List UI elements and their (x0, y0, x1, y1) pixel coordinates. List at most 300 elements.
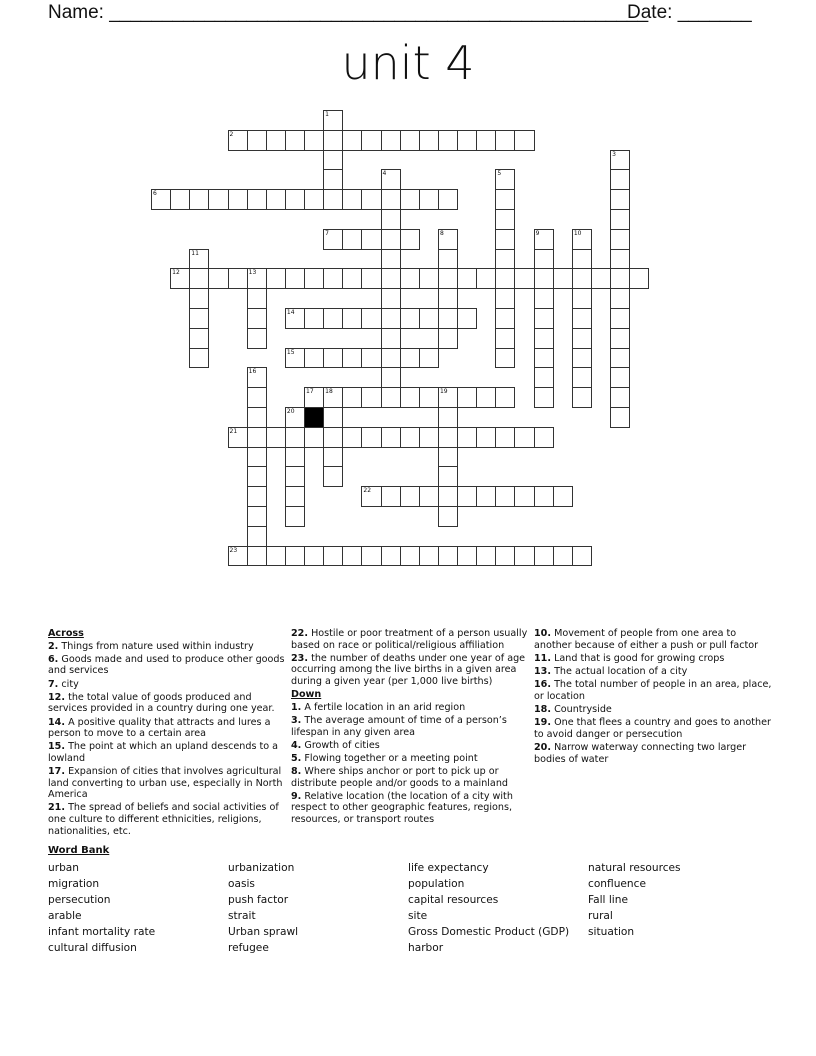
clue-text: Things from nature used within industry (61, 640, 254, 652)
grid-cell[interactable] (381, 209, 401, 230)
clue-text: Expansion of cities that involves agricultural land converting to urban use, especially in North America (48, 766, 283, 801)
grid-cell[interactable] (361, 486, 381, 507)
grid-cell[interactable] (285, 130, 305, 151)
grid-cell[interactable] (323, 427, 343, 448)
grid-cell[interactable] (285, 506, 305, 527)
clue-text: city (61, 678, 79, 690)
grid-cell[interactable] (381, 189, 401, 210)
grid-cell[interactable] (419, 486, 439, 507)
grid-cell[interactable] (495, 229, 515, 250)
grid-cell[interactable] (400, 427, 420, 448)
grid-cell[interactable] (629, 268, 649, 289)
grid-cell[interactable] (553, 486, 573, 507)
clue (291, 702, 529, 714)
clue-number: 19. (534, 717, 551, 729)
grid-cell[interactable] (266, 130, 286, 151)
grid-cell[interactable] (495, 427, 515, 448)
grid-cell[interactable] (534, 268, 554, 289)
word-bank-item: harbor (408, 942, 444, 954)
clue-number: 14. (48, 716, 65, 728)
grid-cell[interactable] (438, 407, 458, 428)
grid-cell[interactable] (476, 427, 496, 448)
grid-cell[interactable] (610, 209, 630, 230)
clue-number: 23. (291, 652, 308, 664)
grid-cell[interactable] (610, 169, 630, 190)
grid-cell[interactable] (381, 328, 401, 349)
grid-cell[interactable] (457, 486, 477, 507)
grid-cell[interactable] (342, 229, 362, 250)
grid-cell[interactable] (323, 150, 343, 171)
clue (48, 802, 286, 837)
clue-text: the total value of goods produced and services provided in a country during one year. (48, 691, 275, 715)
grid-cell[interactable] (419, 387, 439, 408)
grid-cell[interactable] (189, 308, 209, 329)
grid-cell[interactable] (304, 268, 324, 289)
clue-number: 15 (286, 348, 295, 356)
clue (534, 628, 772, 651)
clue-number: 12 (172, 269, 180, 277)
grid-cell[interactable] (381, 546, 401, 567)
grid-cell[interactable] (495, 486, 515, 507)
grid-cell[interactable] (381, 387, 401, 408)
grid-cell[interactable] (170, 268, 190, 289)
grid-cell[interactable] (514, 486, 534, 507)
grid-cell[interactable] (457, 427, 477, 448)
grid-cell[interactable] (476, 546, 496, 567)
grid-cell[interactable] (381, 486, 401, 507)
grid-cell[interactable] (534, 308, 554, 329)
grid-cell[interactable] (323, 387, 343, 408)
grid-cell[interactable] (572, 387, 592, 408)
word-bank-item: site (408, 910, 428, 922)
grid-cell[interactable] (610, 387, 630, 408)
grid-cell[interactable] (457, 387, 477, 408)
grid-cell[interactable] (553, 268, 573, 289)
grid-cell[interactable] (323, 268, 343, 289)
grid-cell[interactable] (495, 249, 515, 270)
grid-cell[interactable] (572, 229, 592, 250)
grid-cell[interactable] (323, 130, 343, 151)
grid-cell[interactable] (247, 130, 267, 151)
clue-number: 1 (325, 111, 329, 118)
clue-number: 17 (306, 388, 314, 396)
clue-text: Flowing together or a meeting point (304, 752, 478, 764)
grid-cell[interactable] (514, 546, 534, 567)
grid-cell[interactable] (323, 447, 343, 468)
grid-cell[interactable] (495, 209, 515, 230)
clue-number: 16 (248, 368, 257, 376)
clue-number: 7 (325, 229, 329, 237)
word-bank-item: arable (48, 910, 82, 922)
grid-cell[interactable] (438, 466, 458, 487)
clue-number: 13. (534, 665, 551, 677)
clue-text: Movement of people from one area to another because of either a push or pull factor (534, 628, 759, 651)
clue-number: 23 (229, 546, 238, 554)
grid-cell[interactable] (400, 308, 420, 329)
grid-cell[interactable] (438, 130, 458, 151)
grid-cell[interactable] (247, 328, 267, 349)
clue-number: 18 (325, 388, 333, 396)
grid-cell[interactable] (534, 387, 554, 408)
grid-cell[interactable] (247, 447, 267, 468)
grid-cell[interactable] (514, 130, 534, 151)
grid-cell[interactable] (572, 546, 592, 567)
word-bank-item: push factor (228, 894, 289, 906)
word-bank-column (48, 860, 155, 956)
word-bank-item: Fall line (588, 894, 628, 906)
clue (291, 653, 529, 688)
grid-cell[interactable] (247, 308, 267, 329)
grid-cell[interactable] (438, 268, 458, 289)
clue-number: 22 (363, 487, 372, 495)
clue-text: The average amount of time of a person’s lifespan in any given area (291, 714, 507, 738)
grid-cell[interactable] (534, 288, 554, 309)
grid-cell[interactable] (400, 189, 420, 210)
clue-text: Where ships anchor or port to pick up or distribute people and/or goods to a mainland (291, 766, 508, 789)
grid-cell[interactable] (361, 229, 381, 250)
grid-cell[interactable] (381, 169, 401, 190)
grid-cell[interactable] (419, 268, 439, 289)
clue (48, 741, 286, 764)
clue-text: A fertile location in an arid region (304, 701, 466, 713)
grid-cell[interactable] (572, 348, 592, 369)
date-field-label: Date: _______ (627, 2, 752, 23)
grid-cell[interactable] (400, 486, 420, 507)
grid-cell[interactable] (304, 546, 324, 567)
grid-cell[interactable] (572, 249, 592, 270)
grid-cell[interactable] (457, 268, 477, 289)
clue (291, 791, 529, 826)
grid-cell[interactable] (610, 328, 630, 349)
grid-cell[interactable] (151, 189, 171, 210)
grid-cell[interactable] (361, 387, 381, 408)
grid-cell[interactable] (247, 466, 267, 487)
clue-number: 17. (48, 766, 65, 778)
grid-cell[interactable] (457, 130, 477, 151)
grid-cell[interactable] (266, 546, 286, 567)
grid-cell[interactable] (419, 308, 439, 329)
grid-cell[interactable] (266, 189, 286, 210)
grid-cell[interactable] (381, 427, 401, 448)
grid-cell[interactable] (285, 407, 305, 428)
name-field-label: Name: ___________________________________________________ (48, 2, 649, 23)
grid-cell[interactable] (438, 229, 458, 250)
clue-number: 6. (48, 653, 59, 665)
grid-cell[interactable] (381, 229, 401, 250)
grid-cell[interactable] (342, 348, 362, 369)
grid-cell[interactable] (304, 387, 324, 408)
grid-cell[interactable] (228, 546, 248, 567)
clue (48, 654, 286, 677)
grid-cell[interactable] (304, 427, 324, 448)
grid-cell[interactable] (381, 268, 401, 289)
grid-cell[interactable] (323, 348, 343, 369)
grid-cell[interactable] (381, 288, 401, 309)
grid-cell[interactable] (342, 268, 362, 289)
grid-cell[interactable] (572, 367, 592, 388)
word-bank-item: capital resources (408, 894, 499, 906)
grid-cell[interactable] (419, 348, 439, 369)
grid-cell[interactable] (381, 130, 401, 151)
grid-cell[interactable] (438, 288, 458, 309)
grid-cell[interactable] (247, 367, 267, 388)
grid-cell[interactable] (361, 268, 381, 289)
grid-cell[interactable] (438, 249, 458, 270)
grid-cell[interactable] (189, 268, 209, 289)
grid-cell[interactable] (495, 169, 515, 190)
grid-cell[interactable] (400, 268, 420, 289)
grid-cell[interactable] (285, 466, 305, 487)
grid-cell[interactable] (361, 130, 381, 151)
grid-cell[interactable] (208, 268, 228, 289)
word-bank-item: life expectancy (408, 862, 489, 874)
grid-cell[interactable] (610, 150, 630, 171)
grid-cell[interactable] (285, 348, 305, 369)
grid-cell[interactable] (285, 447, 305, 468)
grid-cell[interactable] (419, 130, 439, 151)
grid-cell[interactable] (247, 387, 267, 408)
grid-cell[interactable] (400, 229, 420, 250)
word-bank-title: Word Bank (48, 845, 110, 856)
grid-cell[interactable] (285, 189, 305, 210)
grid-cell[interactable] (323, 229, 343, 250)
grid-cell[interactable] (610, 348, 630, 369)
grid-cell[interactable] (534, 249, 554, 270)
grid-cell[interactable] (381, 367, 401, 388)
grid-cell[interactable] (553, 546, 573, 567)
grid-cell[interactable] (438, 189, 458, 210)
grid-cell[interactable] (457, 308, 477, 329)
grid-cell[interactable] (610, 308, 630, 329)
grid-cell[interactable] (572, 268, 592, 289)
grid-cell[interactable] (285, 268, 305, 289)
clue-text: Growth of cities (304, 739, 380, 751)
grid-cell[interactable] (495, 130, 515, 151)
grid-cell[interactable] (476, 268, 496, 289)
grid-cell[interactable] (323, 546, 343, 567)
grid-cell[interactable] (342, 546, 362, 567)
grid-cell[interactable] (323, 110, 343, 131)
clue-number: 11 (191, 249, 199, 257)
grid-cell[interactable] (342, 387, 362, 408)
grid-cell[interactable] (438, 387, 458, 408)
grid-cell[interactable] (189, 328, 209, 349)
grid-cell[interactable] (323, 308, 343, 329)
grid-cell[interactable] (534, 367, 554, 388)
clue-number: 22. (291, 628, 308, 639)
grid-cell[interactable] (476, 486, 496, 507)
grid-cell[interactable] (495, 189, 515, 210)
grid-cell[interactable] (610, 288, 630, 309)
grid-cell[interactable] (342, 130, 362, 151)
grid-cell[interactable] (438, 427, 458, 448)
grid-cell[interactable] (189, 249, 209, 270)
grid-cell[interactable] (534, 427, 554, 448)
clue-number: 7. (48, 678, 59, 690)
grid-cell[interactable] (323, 466, 343, 487)
grid-cell[interactable] (323, 407, 343, 428)
black-cell (304, 407, 324, 428)
grid-cell[interactable] (381, 308, 401, 329)
grid-cell[interactable] (285, 308, 305, 329)
grid-cell[interactable] (495, 268, 515, 289)
grid-cell[interactable] (591, 268, 611, 289)
grid-cell[interactable] (266, 427, 286, 448)
word-bank-item: population (408, 878, 465, 890)
clue-number: 8. (291, 766, 302, 778)
grid-cell[interactable] (476, 130, 496, 151)
grid-cell[interactable] (247, 268, 267, 289)
word-bank-item: oasis (228, 878, 255, 890)
clue (534, 704, 772, 716)
section-heading: Across (48, 628, 84, 639)
grid-cell[interactable] (534, 229, 554, 250)
grid-cell[interactable] (208, 189, 228, 210)
grid-cell[interactable] (361, 308, 381, 329)
clue-number: 20 (286, 408, 295, 415)
grid-cell[interactable] (342, 427, 362, 448)
grid-cell[interactable] (189, 288, 209, 309)
clue-number: 11. (534, 652, 551, 664)
grid-cell[interactable] (247, 506, 267, 527)
grid-cell[interactable] (495, 288, 515, 309)
clue-number: 4 (382, 170, 387, 178)
word-bank-item: infant mortality rate (48, 926, 156, 938)
grid-cell[interactable] (247, 189, 267, 210)
clue-text: One that flees a country and goes to another to avoid danger or persecution (534, 717, 771, 740)
grid-cell[interactable] (610, 229, 630, 250)
grid-cell[interactable] (610, 268, 630, 289)
grid-cell[interactable] (361, 546, 381, 567)
word-bank-item: rural (588, 910, 613, 922)
grid-cell[interactable] (495, 387, 515, 408)
grid-cell[interactable] (247, 288, 267, 309)
grid-cell[interactable] (361, 189, 381, 210)
grid-cell[interactable] (400, 387, 420, 408)
clue (534, 679, 772, 702)
grid-cell[interactable] (400, 348, 420, 369)
grid-cell[interactable] (266, 268, 286, 289)
grid-cell[interactable] (495, 328, 515, 349)
grid-cell[interactable] (534, 348, 554, 369)
grid-cell[interactable] (610, 249, 630, 270)
grid-cell[interactable] (323, 169, 343, 190)
clue-number: 21. (48, 802, 65, 814)
grid-cell[interactable] (610, 367, 630, 388)
word-bank-item: cultural diffusion (48, 942, 137, 954)
grid-cell[interactable] (438, 328, 458, 349)
grid-cell[interactable] (285, 486, 305, 507)
grid-cell[interactable] (476, 387, 496, 408)
word-bank-item: natural resources (588, 862, 681, 874)
grid-cell[interactable] (514, 427, 534, 448)
grid-cell[interactable] (438, 546, 458, 567)
grid-cell[interactable] (534, 328, 554, 349)
clue-text: Goods made and used to produce other goods and services (48, 653, 285, 677)
grid-cell[interactable] (610, 189, 630, 210)
grid-cell[interactable] (189, 348, 209, 369)
clue-number: 16. (534, 679, 551, 691)
clue-number: 5 (497, 170, 502, 178)
grid-cell[interactable] (304, 348, 324, 369)
word-bank-item: Gross Domestic Product (GDP) (408, 926, 570, 938)
clue-number: 10 (573, 229, 582, 237)
grid-cell[interactable] (419, 189, 439, 210)
grid-cell[interactable] (381, 249, 401, 270)
grid-cell[interactable] (304, 308, 324, 329)
grid-cell[interactable] (304, 189, 324, 210)
word-bank-item: migration (48, 878, 100, 890)
grid-cell[interactable] (247, 546, 267, 567)
grid-cell[interactable] (304, 130, 324, 151)
grid-cell[interactable] (534, 546, 554, 567)
clue-number: 6 (153, 190, 157, 198)
grid-cell[interactable] (170, 189, 190, 210)
grid-cell[interactable] (342, 308, 362, 329)
grid-cell[interactable] (400, 546, 420, 567)
grid-cell[interactable] (285, 546, 305, 567)
grid-cell[interactable] (457, 546, 477, 567)
clue (48, 692, 286, 715)
clue-text: the number of deaths under one year of age occurring among the live births in a given area during a given year (per 1,000 live births) (291, 652, 526, 687)
clue (534, 666, 772, 678)
grid-cell[interactable] (228, 130, 248, 151)
clue-text: Land that is good for growing crops (554, 652, 725, 664)
grid-cell[interactable] (247, 526, 267, 547)
grid-cell[interactable] (419, 546, 439, 567)
clue-number: 21 (229, 427, 238, 435)
grid-cell[interactable] (247, 486, 267, 507)
grid-cell[interactable] (514, 268, 534, 289)
clue-text: The actual location of a city (554, 665, 688, 677)
grid-cell[interactable] (189, 189, 209, 210)
grid-cell[interactable] (285, 427, 305, 448)
grid-cell[interactable] (228, 189, 248, 210)
grid-cell[interactable] (438, 486, 458, 507)
grid-cell[interactable] (610, 407, 630, 428)
grid-cell[interactable] (495, 546, 515, 567)
clue (48, 766, 286, 801)
grid-cell[interactable] (400, 130, 420, 151)
word-bank-item: refugee (228, 942, 269, 954)
grid-cell[interactable] (361, 348, 381, 369)
grid-cell[interactable] (247, 427, 267, 448)
grid-cell[interactable] (247, 407, 267, 428)
grid-cell[interactable] (342, 189, 362, 210)
grid-cell[interactable] (438, 506, 458, 527)
grid-cell[interactable] (323, 189, 343, 210)
grid-cell[interactable] (572, 288, 592, 309)
clue-number: 18. (534, 703, 551, 715)
clue (291, 715, 529, 738)
grid-cell[interactable] (438, 447, 458, 468)
grid-cell[interactable] (228, 268, 248, 289)
grid-cell[interactable] (495, 348, 515, 369)
grid-cell[interactable] (572, 328, 592, 349)
grid-cell[interactable] (495, 308, 515, 329)
grid-cell[interactable] (381, 348, 401, 369)
grid-cell[interactable] (534, 486, 554, 507)
grid-cell[interactable] (228, 427, 248, 448)
grid-cell[interactable] (438, 308, 458, 329)
clue (534, 717, 772, 740)
grid-cell[interactable] (419, 427, 439, 448)
grid-cell[interactable] (361, 427, 381, 448)
clue-number: 1. (291, 701, 302, 713)
section-heading: Down (291, 689, 322, 701)
clue-text: Countryside (554, 703, 612, 715)
grid-cell[interactable] (572, 308, 592, 329)
